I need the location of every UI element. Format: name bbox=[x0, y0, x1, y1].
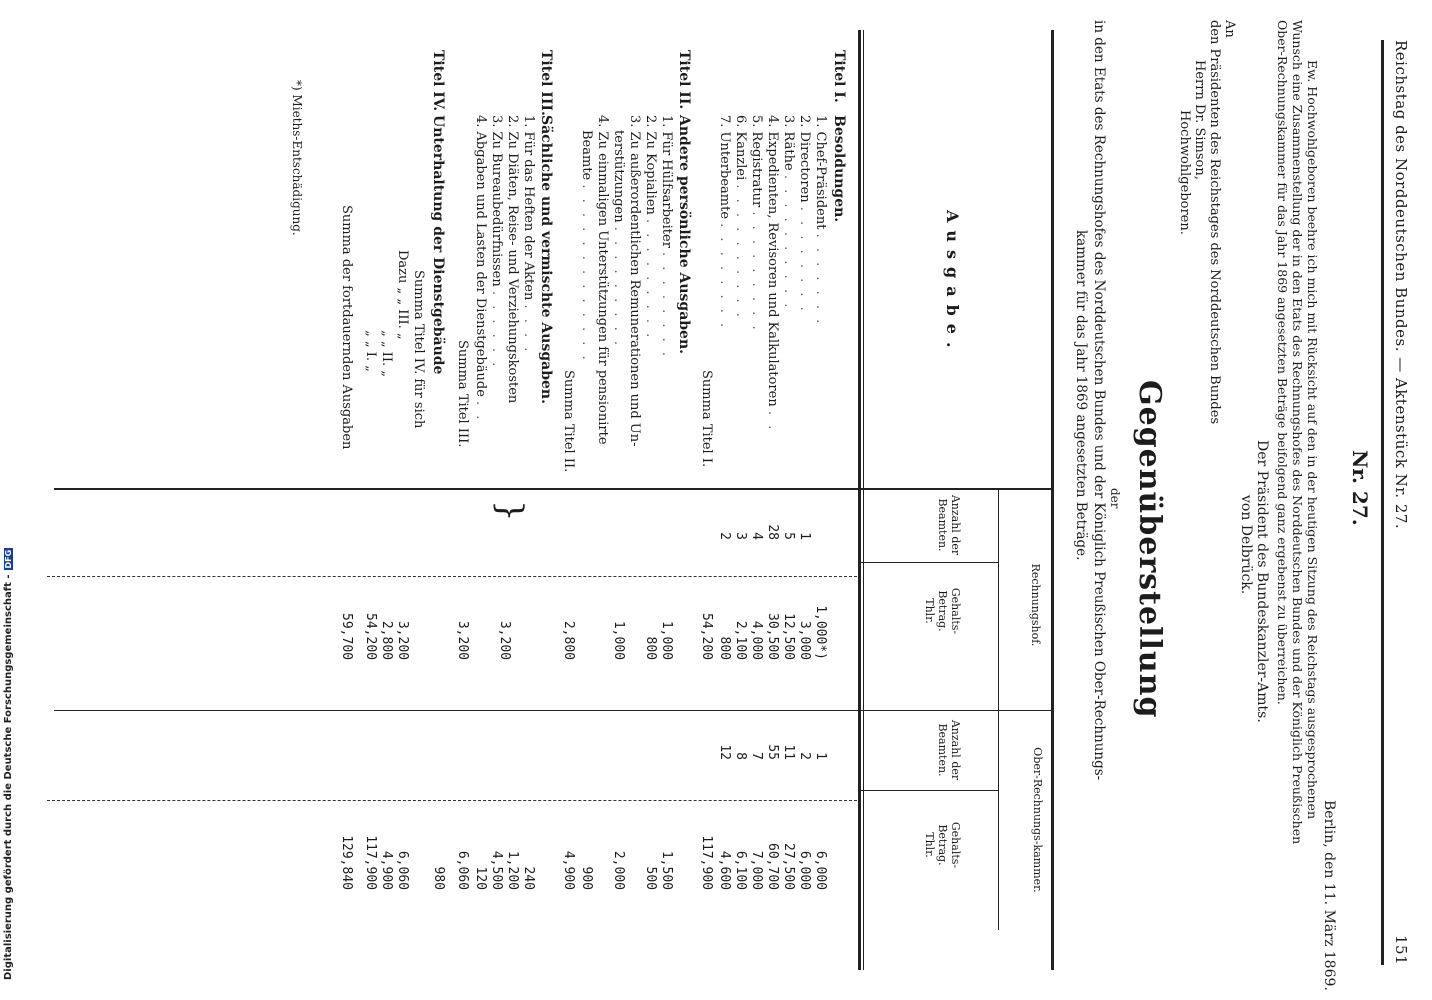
t1-r2-num: 2. bbox=[797, 115, 812, 128]
titel-2-heading: Andere persönliche Ausgaben. bbox=[676, 115, 692, 355]
t1-r5-rh-gehalt: 4,000 bbox=[749, 620, 764, 660]
recap-4-ork: 117,900 bbox=[363, 835, 378, 890]
t2-r1-ork-gehalt: 1,500 bbox=[659, 850, 674, 890]
t2-r2-num: 2. bbox=[643, 115, 658, 128]
t2-r1-num: 1. bbox=[659, 115, 674, 128]
letter-line-3: Ober-Rechnungskammer für das Jahr 1869 angesetzten Beträge beifolgend ganz ergebenst zu überreichen. bbox=[1275, 20, 1290, 705]
sidebar-credit bbox=[3, 548, 14, 980]
letter-line-1: Ew. Hochwohlgeboren beehre ich mich mit Rücksicht auf den in der heutigen Sitzung des Reichstags ausgesprochenen bbox=[1305, 60, 1320, 819]
t1-r7-text: Unterbeamte bbox=[717, 131, 732, 220]
group-header-ober-rechnungskammer: Ober-Rechnungs-kammer. bbox=[1031, 747, 1044, 893]
t2-r1-text: Für Hülfsarbeiter bbox=[659, 131, 674, 248]
titel-3-heading: Sächliche und vermischte Ausgaben. bbox=[538, 115, 554, 404]
t1-r6-ork-gehalt: 6,100 bbox=[733, 850, 748, 890]
t3-r3-ork-gehalt: 4,500 bbox=[489, 850, 504, 890]
rh-dashed-rule bbox=[47, 576, 857, 577]
recap-2-label: Dazu „ „ III. „ bbox=[395, 250, 410, 340]
table-top-rule bbox=[1051, 30, 1054, 970]
t2-r4-num: 4. bbox=[595, 115, 610, 128]
grand-total-rh: 59,700 bbox=[339, 613, 354, 660]
letter-place-date: Berlin, den 11. März 1869. bbox=[1321, 800, 1337, 991]
document-title: Gegenüberstellung bbox=[1132, 380, 1167, 719]
titel-2-label: Titel II. bbox=[676, 50, 692, 110]
titel-4-heading: Unterhaltung der Dienstgebäude bbox=[430, 115, 446, 375]
t3-r1-num: 1. bbox=[521, 115, 536, 128]
t1-r4-num: 4. bbox=[765, 115, 780, 128]
addressee-line-1: An bbox=[1222, 20, 1237, 38]
titel-1-sum-rh: 54,200 bbox=[699, 613, 714, 660]
sidebar-credit-text: Digitalisierung gefördert durch die Deutsche Forschungsgemeinschaft - bbox=[3, 574, 14, 980]
t1-r5-text: Registratur bbox=[749, 131, 764, 208]
head-rule bbox=[1381, 40, 1384, 965]
letter-signature-name: von Delbrück. bbox=[1238, 495, 1254, 595]
recap-3-rh: 2,800 bbox=[379, 620, 394, 660]
t2-r3b-text: terstützungen bbox=[611, 130, 626, 223]
t3-r4-text: Abgaben und Lasten der Dienstgebäude bbox=[473, 131, 488, 397]
t1-r2-ork-anzahl: 2 bbox=[797, 752, 812, 760]
ausgabe-header: Ausgabe. bbox=[943, 210, 962, 356]
rh-sub-rule bbox=[859, 562, 999, 563]
table-header-rule bbox=[863, 30, 864, 970]
t1-r3-ork-anzahl: 11 bbox=[781, 744, 796, 760]
addressee-line-4: Hochwohlgeboren. bbox=[1177, 110, 1192, 235]
t2-r2-text: Zu Kopialien bbox=[643, 131, 658, 215]
t1-r7-rh-anzahl: 2 bbox=[717, 532, 732, 540]
t3-r3-num: 3. bbox=[489, 115, 504, 128]
letter-signature-title: Der Präsident des Bundeskanzler-Amts. bbox=[1254, 440, 1270, 723]
addressee-line-3: Herrn Dr. Simson, bbox=[1192, 60, 1207, 180]
recap-3-ork: 4,900 bbox=[379, 850, 394, 890]
t1-r2-ork-gehalt: 6,000 bbox=[797, 850, 812, 890]
t1-r4-text: Expedienten, Revisoren und Kalkulatoren bbox=[765, 131, 780, 407]
t1-r6-rh-gehalt: 2,100 bbox=[733, 620, 748, 660]
t1-r4-ork-gehalt: 60,700 bbox=[765, 843, 780, 890]
addressee-line-2: den Präsidenten des Reichstages des Norddeutschen Bundes bbox=[1207, 20, 1222, 425]
titel-1-label: Titel I. bbox=[831, 50, 847, 103]
t1-r1-rh-gehalt: 1,000*) bbox=[813, 605, 828, 660]
titel-3-sum-ork: 6,060 bbox=[455, 850, 470, 890]
col-gehalt-rh: Gehalts-Betrag. Thlr. bbox=[923, 587, 962, 635]
t1-r7-rh-gehalt: 800 bbox=[717, 636, 732, 660]
t2-r3-num: 3. bbox=[627, 115, 642, 128]
t3-r4-ork-gehalt: 120 bbox=[473, 866, 488, 890]
t3-r2-ork-gehalt: 1,200 bbox=[505, 850, 520, 890]
titel-3-label: Titel III. bbox=[538, 50, 554, 116]
t1-r6-rh-anzahl: 3 bbox=[733, 532, 748, 540]
col-gehalt-ork: Gehalts-Betrag. Thlr. bbox=[923, 821, 962, 869]
titel-3-sum-label: Summa Titel III. bbox=[455, 340, 470, 448]
t2-r2-ork-gehalt: 500 bbox=[643, 866, 658, 890]
t1-r7-num: 7. bbox=[717, 115, 732, 128]
t1-r3-num: 3. bbox=[781, 115, 796, 128]
t1-r4-rh-anzahl: 28 bbox=[765, 524, 780, 540]
t1-r1-ork-anzahl: 1 bbox=[813, 752, 828, 760]
t2-r3-rh-gehalt: 1,000 bbox=[611, 620, 626, 660]
brace-bracket: } bbox=[490, 500, 530, 522]
titel-2-sum-ork: 4,900 bbox=[561, 850, 576, 890]
titel-4-ork-gehalt: 980 bbox=[431, 866, 446, 890]
t1-r4-ork-anzahl: 55 bbox=[765, 744, 780, 760]
t1-r5-rh-anzahl: 4 bbox=[749, 532, 764, 540]
running-head: Reichstag des Norddeutschen Bundes. — Aktenstück Nr. 27. bbox=[1392, 40, 1410, 530]
column-rule-main bbox=[54, 488, 1054, 490]
t2-r3-ork-gehalt: 2,000 bbox=[611, 850, 626, 890]
t3-r4-num: 4. bbox=[473, 115, 488, 128]
t1-r1-num: 1. bbox=[813, 115, 828, 128]
recap-4-label: „ „ I. „ bbox=[363, 330, 378, 372]
t1-r5-ork-gehalt: 7,000 bbox=[749, 850, 764, 890]
t3-r1-ork-gehalt: 240 bbox=[521, 866, 536, 890]
t1-r6-ork-anzahl: 8 bbox=[733, 752, 748, 760]
t1-r4-rh-gehalt: 30,500 bbox=[765, 613, 780, 660]
t3-r3-text: Zu Bureaubedürfnissen bbox=[489, 131, 504, 287]
t1-r3-text: Räthe bbox=[781, 131, 796, 171]
col-anzahl-rh: Anzahl der Beamten. bbox=[936, 494, 962, 556]
ork-sub-rule bbox=[859, 790, 999, 791]
recap-1-label: Summa Titel IV. für sich bbox=[411, 270, 426, 429]
t1-r1-text: Chef-Präsident bbox=[813, 131, 828, 230]
subtitle-der: der bbox=[1108, 488, 1122, 509]
t3-r2-num: 2. bbox=[505, 115, 520, 128]
t3-r1-text: Für das Heften der Akten bbox=[521, 131, 536, 301]
recap-4-rh: 54,200 bbox=[363, 613, 378, 660]
t1-r3-rh-gehalt: 12,500 bbox=[781, 613, 796, 660]
grand-total-label: Summa der fortdauernden Ausgaben bbox=[339, 205, 354, 450]
t2-r1-rh-gehalt: 1,000 bbox=[659, 620, 674, 660]
t1-r2-rh-anzahl: 1 bbox=[797, 532, 812, 540]
t2-r4-text: Zu einmaligen Unterstützungen für pensionirte bbox=[595, 131, 610, 445]
t3-r2-text: Zu Diäten, Reise- und Verziehungskosten bbox=[505, 131, 520, 404]
rotated-document-page: Reichstag des Norddeutschen Bundes. — Aktenstück Nr. 27. 151 Nr. 27. Berlin, den 11. März 1869. Ew. Hochwohlgeboren beehre ich mich mit Rücksicht auf den in der heutigen Sitzung des Reichstags ausgesprochenen Wunsch eine Zusammenstellung der in den Etats des Rechnungshofes des Norddeutschen Bundes und der Königlich Preußischen Ober-Rechnungskammer für das Jahr 1869 angesetzten Beträge beifolgend ganz ergebenst zu überreichen. Der Präsident des Bundeskanzler-Amts. von Delbrück. An den Präsidenten des Reichstages des Norddeutschen Bundes Herrn Dr. Simson, Hochwohlgeboren. Gegenüberstellung der in den Etats des Rechnungshofes des Norddeutschen Bundes und der Königlich Preußischen Ober-Rechnungs- kammer für das Jahr 1869 angesetzten Beträge. Ausgabe. Rechnungshof. Ober-Rechnungs-kammer. Anzahl der Beamten. Gehalts-Betrag. Thlr. Anzahl der Beamten. Gehalts-Betrag. Thlr. Titel I. Besoldungen. 1. Chef-Präsident . . . . . . . 1,000*) 1 6,000 2. Directoren . . . . . . . . 1 3,000 2 6,000 3. Räthe . . . . . . . . . . 5 12,500 11 27,500 4. Expedienten, Revisoren und Kalkulatoren . . 28 30,500 55 60,700 5. Registratur . . . . . . . . . 4 4,000 7 7,000 6. Kanzlei . . . . . . . . . . 3 2,100 8 6,100 7. Unterbeamte . . . . . . . . 2 800 12 4,600 Summa Titel I. 54,200 117,900 Titel II. Andere persönliche Ausgaben. 1. Für Hülfsarbeiter . . . . . . . . 1,000 1,500 2. Zu Kopialien . . . . . . . . . 800 500 3. Zu außerordentlichen Remunerationen und Un- terstützungen . . . . . . . . . 1,000 2,000 4. Zu einmaligen Unterstützungen für pensionirte Beamte . . . . . . . . . . . . . 900 Summa Titel II. 2,800 4,900 Titel III. Sächliche und vermischte Ausgaben. 1. Für das Heften der Akten . . . . 240 2. Zu Diäten, Reise- und Verziehungskosten } 3,200 1,200 3. Zu Bureaubedürfnissen . . . . . . 4,500 4. Abgaben und Lasten der Dienstgebäude . . 120 Summa Titel III. 3,200 6,060 Titel IV. Unterhaltung der Dienstgebäude 980 Summa Titel IV. für sich Dazu „ „ III. „ 3,200 6,060 „ „ II. „ 2,800 4,900 „ „ I. „ 54,200 117,900 Summa der fortdauernden Ausgaben 59,700 129,840 *) Mieths-Entschädigung. bbox=[0, 0, 1432, 1000]
t1-r6-text: Kanzlei bbox=[733, 131, 748, 181]
t2-r2-rh-gehalt: 800 bbox=[643, 636, 658, 660]
group-header-rule bbox=[998, 490, 999, 930]
t2-r4b-text: Beamte bbox=[579, 130, 594, 181]
t1-r5-ork-anzahl: 7 bbox=[749, 752, 764, 760]
digitization-sidebar bbox=[0, 549, 20, 1000]
letter-line-2: Wunsch eine Zusammenstellung der in den Etats des Rechnungshofes des Norddeutschen Bundes und der Königlich Preußischen bbox=[1290, 20, 1305, 845]
t1-r7-ork-anzahl: 12 bbox=[717, 744, 732, 760]
t1-r3-ork-gehalt: 27,500 bbox=[781, 843, 796, 890]
subtitle-line-2: kammer für das Jahr 1869 angesetzten Beträge. bbox=[1073, 230, 1089, 561]
ork-dashed-rule bbox=[47, 800, 857, 801]
titel-1-sum-label: Summa Titel I. bbox=[699, 370, 714, 468]
titel-3-sum-rh: 3,200 bbox=[455, 620, 470, 660]
table-header-rule-double bbox=[858, 30, 861, 970]
recap-2-ork: 6,060 bbox=[395, 850, 410, 890]
titel-1-sum-ork: 117,900 bbox=[699, 835, 714, 890]
recap-2-rh: 3,200 bbox=[395, 620, 410, 660]
t1-r1-ork-gehalt: 6,000 bbox=[813, 850, 828, 890]
group-header-rechnungshof: Rechnungshof. bbox=[1029, 563, 1042, 647]
t1-r6-num: 6. bbox=[733, 115, 748, 128]
document-number: Nr. 27. bbox=[1348, 450, 1372, 526]
t2-r4-ork-gehalt: 900 bbox=[579, 866, 594, 890]
titel-1-heading: Besoldungen. bbox=[831, 115, 847, 223]
column-rule-middle bbox=[54, 710, 1054, 711]
dfg-logo: DFG bbox=[4, 549, 13, 569]
footnote: *) Mieths-Entschädigung. bbox=[290, 80, 304, 236]
page-number: 151 bbox=[1392, 935, 1410, 966]
titel-4-label: Titel IV. bbox=[430, 50, 446, 112]
t2-r3-text: Zu außerordentlichen Remunerationen und Un- bbox=[627, 131, 642, 447]
t1-r3-rh-anzahl: 5 bbox=[781, 532, 796, 540]
t1-r2-rh-gehalt: 3,000 bbox=[797, 620, 812, 660]
col-anzahl-ork: Anzahl der Beamten. bbox=[936, 719, 962, 781]
recap-3-label: „ „ II. „ bbox=[379, 330, 394, 378]
t1-r7-ork-gehalt: 4,600 bbox=[717, 850, 732, 890]
grand-total-ork: 129,840 bbox=[339, 835, 354, 890]
titel-2-sum-rh: 2,800 bbox=[561, 620, 576, 660]
titel-2-sum-label: Summa Titel II. bbox=[561, 370, 576, 473]
t1-r2-text: Directoren bbox=[797, 131, 812, 203]
t3-r2-rh-gehalt: 3,200 bbox=[497, 620, 512, 660]
subtitle-line-1: in den Etats des Rechnungshofes des Norddeutschen Bundes und der Königlich Preußischen Ober-Rechnungs- bbox=[1091, 20, 1107, 781]
t1-r5-num: 5. bbox=[749, 115, 764, 128]
